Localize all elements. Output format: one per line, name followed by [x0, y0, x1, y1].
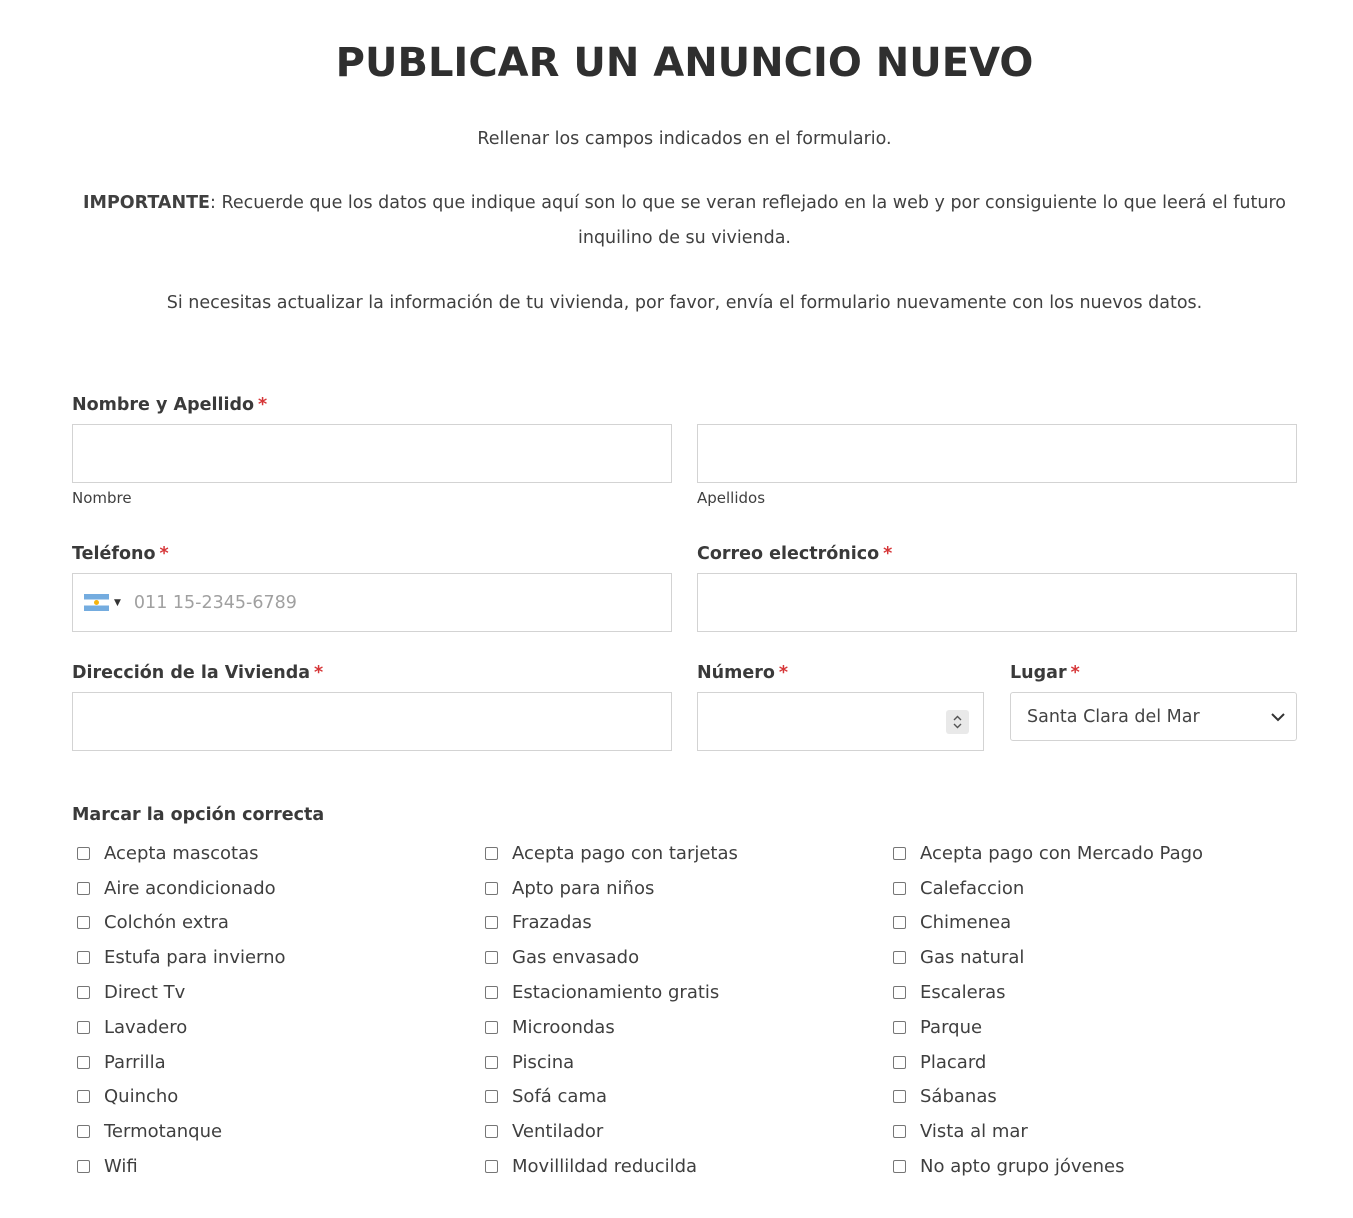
argentina-flag-icon[interactable] — [84, 594, 109, 611]
checkbox[interactable] — [77, 847, 90, 860]
option-label: Acepta pago con Mercado Pago — [920, 842, 1204, 864]
name-label — [72, 395, 267, 415]
address-label — [72, 663, 323, 683]
place-select[interactable] — [1010, 692, 1297, 741]
country-dropdown-caret-icon[interactable]: ▼ — [114, 597, 121, 608]
option-label: Colchón extra — [104, 912, 229, 934]
email-label-text: Correo electrónico — [697, 544, 880, 564]
option-item[interactable] — [72, 1045, 286, 1080]
checkbox[interactable] — [893, 1021, 906, 1034]
option-label: Ventilador — [512, 1121, 604, 1143]
option-item[interactable] — [888, 871, 1203, 906]
checkbox[interactable] — [485, 1090, 498, 1103]
option-item[interactable] — [72, 975, 286, 1010]
intro-instructions: Rellenar los campos indicados en el formulario. — [477, 129, 892, 149]
number-spinner[interactable] — [946, 710, 969, 734]
required-mark: * — [1070, 663, 1080, 683]
option-item[interactable] — [480, 975, 738, 1010]
checkbox[interactable] — [893, 1056, 906, 1069]
checkbox[interactable] — [893, 916, 906, 929]
checkbox[interactable] — [77, 882, 90, 895]
intro-update-note: Si necesitas actualizar la información de tu vivienda, por favor, envía el formulario nuevamente con los nuevos datos. — [166, 293, 1203, 313]
important-text: : Recuerde que los datos que indique aquí son lo que se veran reflejado en la web y por consiguiente lo que leerá el futuro inquilino de su vivienda. — [210, 193, 1286, 248]
spinner-arrows-icon — [946, 710, 969, 734]
option-item[interactable] — [72, 906, 286, 941]
checkbox[interactable] — [485, 986, 498, 999]
address-input[interactable] — [72, 692, 672, 751]
option-item[interactable] — [72, 940, 286, 975]
checkbox[interactable] — [485, 916, 498, 929]
option-label: Escaleras — [920, 982, 1006, 1004]
option-label: Vista al mar — [920, 1121, 1028, 1143]
checkbox[interactable] — [893, 1090, 906, 1103]
required-mark: * — [778, 663, 789, 683]
checkbox[interactable] — [77, 986, 90, 999]
option-label: Chimenea — [920, 912, 1012, 934]
required-mark: * — [159, 544, 169, 564]
checkbox[interactable] — [893, 1160, 906, 1173]
number-label-text: Número — [697, 663, 775, 683]
option-item[interactable] — [72, 836, 286, 871]
option-item[interactable] — [480, 1010, 738, 1045]
checkbox[interactable] — [77, 1160, 90, 1173]
option-label: Estacionamiento gratis — [512, 982, 720, 1004]
option-label: Quincho — [104, 1086, 179, 1108]
option-item[interactable] — [72, 1010, 286, 1045]
phone-input[interactable] — [72, 573, 672, 632]
checkbox[interactable] — [485, 1056, 498, 1069]
checkbox[interactable] — [485, 847, 498, 860]
checkbox[interactable] — [485, 882, 498, 895]
phone-placeholder: 011 15-2345-6789 — [133, 592, 297, 613]
required-mark: * — [883, 544, 893, 564]
option-label: Lavadero — [104, 1016, 188, 1038]
email-label — [697, 544, 892, 564]
option-label: Wifi — [104, 1156, 138, 1178]
phone-label-text: Teléfono — [72, 544, 156, 564]
checkbox[interactable] — [77, 1056, 90, 1069]
option-label: Piscina — [512, 1051, 575, 1073]
required-mark: * — [258, 395, 268, 415]
options-column-2 — [480, 836, 738, 1184]
place-label — [1010, 663, 1080, 683]
option-item[interactable] — [888, 975, 1203, 1010]
option-item[interactable] — [480, 1149, 738, 1184]
option-label: No apto grupo jóvenes — [920, 1156, 1125, 1178]
checkbox[interactable] — [77, 1090, 90, 1103]
option-label: Aire acondicionado — [104, 877, 276, 899]
checkbox[interactable] — [893, 847, 906, 860]
checkbox[interactable] — [77, 1125, 90, 1138]
last-name-input[interactable] — [697, 424, 1297, 483]
name-label-text: Nombre y Apellido — [72, 395, 255, 415]
option-item[interactable] — [888, 1080, 1203, 1115]
phone-label — [72, 544, 169, 564]
option-item[interactable] — [888, 836, 1203, 871]
option-item[interactable] — [480, 906, 738, 941]
option-label: Calefaccion — [920, 877, 1025, 899]
chevron-down-icon — [1270, 712, 1286, 722]
checkbox[interactable] — [77, 916, 90, 929]
checkbox[interactable] — [893, 882, 906, 895]
option-item[interactable] — [480, 836, 738, 871]
options-column-1 — [72, 836, 286, 1184]
option-item[interactable] — [888, 906, 1203, 941]
option-label: Movillildad reducilda — [512, 1156, 698, 1178]
email-input[interactable] — [697, 573, 1297, 632]
checkbox[interactable] — [485, 1021, 498, 1034]
option-item[interactable] — [72, 871, 286, 906]
option-item[interactable] — [480, 871, 738, 906]
option-label: Acepta pago con tarjetas — [512, 842, 738, 864]
option-item[interactable] — [888, 1149, 1203, 1184]
option-item[interactable] — [480, 940, 738, 975]
address-label-text: Dirección de la Vivienda — [72, 663, 311, 683]
checkbox[interactable] — [893, 951, 906, 964]
place-label-text: Lugar — [1010, 663, 1067, 683]
place-selected-value: Santa Clara del Mar — [1027, 706, 1200, 727]
options-column-3 — [888, 836, 1203, 1184]
number-label — [697, 663, 788, 683]
checkbox[interactable] — [893, 1125, 906, 1138]
option-label: Termotanque — [104, 1121, 223, 1143]
checkbox[interactable] — [893, 986, 906, 999]
first-name-input[interactable] — [72, 424, 672, 483]
intro-important — [76, 186, 1293, 256]
option-label: Sofá cama — [512, 1086, 608, 1108]
option-item[interactable] — [72, 1114, 286, 1149]
last-name-sublabel: Apellidos — [697, 489, 766, 507]
required-mark: * — [314, 663, 324, 683]
checkbox[interactable] — [485, 951, 498, 964]
checkbox[interactable] — [485, 1160, 498, 1173]
option-label: Acepta mascotas — [104, 842, 259, 864]
option-item[interactable] — [888, 1114, 1203, 1149]
option-label: Microondas — [512, 1016, 615, 1038]
option-label: Estufa para invierno — [104, 947, 286, 969]
checkbox[interactable] — [485, 1125, 498, 1138]
option-label: Gas natural — [920, 947, 1025, 969]
option-label: Parrilla — [104, 1051, 166, 1073]
option-label: Direct Tv — [104, 982, 186, 1004]
option-item[interactable] — [480, 1114, 738, 1149]
option-item[interactable] — [888, 940, 1203, 975]
option-label: Placard — [920, 1051, 987, 1073]
checkbox[interactable] — [77, 951, 90, 964]
option-label: Frazadas — [512, 912, 592, 934]
option-label: Gas envasado — [512, 947, 640, 969]
page-title: PUBLICAR UN ANUNCIO NUEVO — [335, 40, 1034, 86]
options-heading: Marcar la opción correcta — [72, 805, 325, 825]
option-item[interactable] — [888, 1010, 1203, 1045]
option-item[interactable] — [72, 1080, 286, 1115]
option-label: Sábanas — [920, 1086, 997, 1108]
first-name-sublabel: Nombre — [72, 489, 132, 507]
important-label: IMPORTANTE — [83, 193, 210, 213]
option-item[interactable] — [480, 1080, 738, 1115]
option-label: Apto para niños — [512, 877, 655, 899]
checkbox[interactable] — [77, 1021, 90, 1034]
option-item[interactable] — [888, 1045, 1203, 1080]
option-item[interactable] — [72, 1149, 286, 1184]
number-input[interactable] — [697, 692, 984, 751]
option-item[interactable] — [480, 1045, 738, 1080]
option-label: Parque — [920, 1016, 983, 1038]
